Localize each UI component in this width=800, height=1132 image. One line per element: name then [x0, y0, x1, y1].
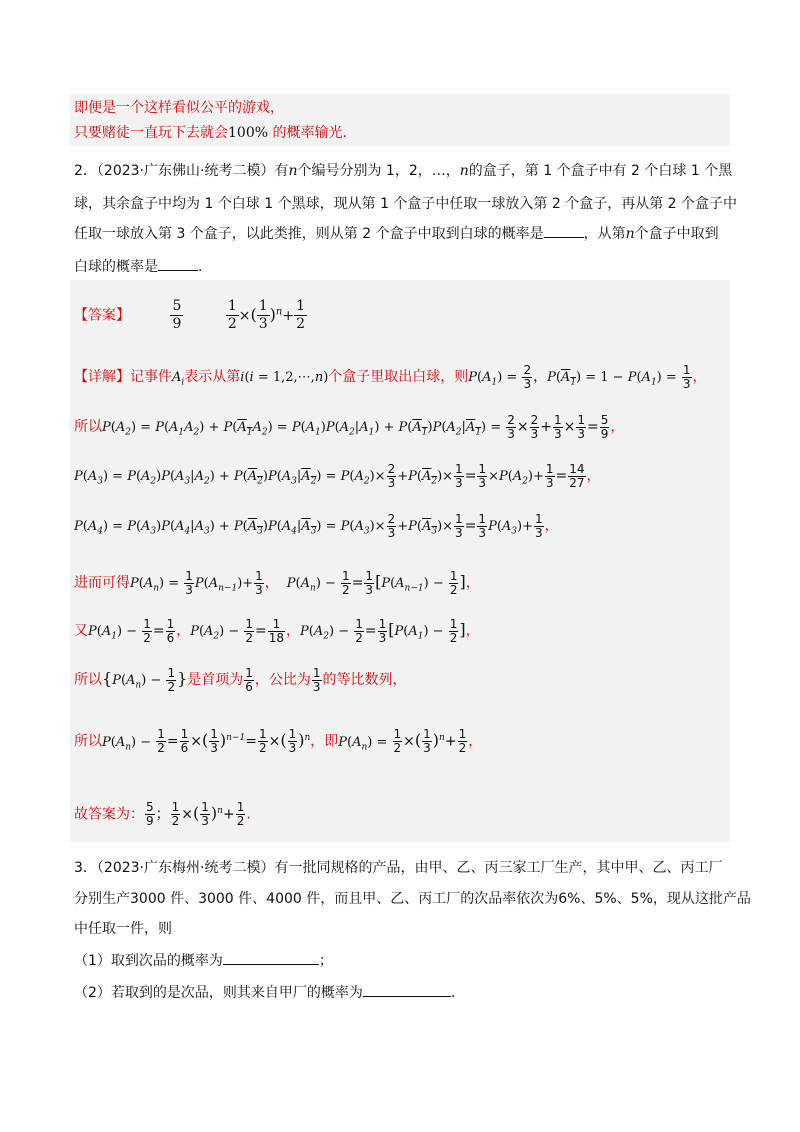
problem3-question-2: （2）若取到的是次品，则其来自甲厂的概率为 .	[74, 982, 455, 1003]
detail-line-also: 又$P(A_1)$ − $\frac{1}{2}$ = $\frac{1}{6}$ ，$P(A_2)$ − $\frac{1}{2}$ = $\frac{1}{18}$ ，$P(A_2)$ − $\frac{1}{2}$ = $\frac{1}{3}$ [$P(A_1)$ − $\frac{1}{2}$ ]，	[74, 616, 480, 645]
percent-value: 100%	[228, 125, 269, 141]
problem2-line-1: 2．（2023·广东佛山·统考二模）有n个编号分别为 1，2，…，n的盒子，第 1 个盒子中有 2 个白球 1 个黑	[74, 163, 733, 179]
problem2-line-4: 白球的概率是 .	[74, 256, 202, 277]
problem3-line-2: 分别生产3000 件、3000 件、4000 件，而且甲、乙、丙工厂的次品率依次为6%、5%、5%，现从这批产品	[74, 891, 751, 907]
detail-line-p2: 所以$P(A_2) = P(A_1A_2) + P(A_1A_2) = P(A_1)P(A_2|A_1) + P(A_1)P(A_2|A_1)$ = $\frac{2}{3}$ × $\frac{2}{3}$ + $\frac{1}{3}$ × $\frac{1}{3}$ = $\frac{5}{9}$ ，	[74, 412, 625, 441]
final-answer-line: 故答案为： $\frac{5}{9}$ ； $\frac{1}{2}$ ×( $\frac{1}{3}$ )$^n$+ $\frac{1}{2}$ .	[74, 800, 251, 829]
detail-line-sequence: 所以{$P(A_n)$ − $\frac{1}{2}$ }是首项为 $\frac{1}{6}$ ，公比为 $\frac{1}{3}$ 的等比数列，	[74, 665, 407, 694]
answer-blank-q2[interactable]	[363, 982, 451, 997]
note-line-1: 即便是一个这样看似公平的游戏，	[74, 100, 284, 116]
detail-line-recursion: 进而可得$P(A_n)$ = $\frac{1}{3}$ $P(A_{n-1})+$ $\frac{1}{3}$ ， $P(A_n)$ − $\frac{1}{2}$ = $\frac{1}{3}$ [$P(A_{n-1})$ − $\frac{1}{2}$ ]，	[74, 568, 480, 597]
answer-value-1: $\frac{5}{9}$	[172, 298, 182, 333]
answer-blank-q1[interactable]	[223, 950, 319, 965]
problem3-line-3: 中任取一件，则	[74, 921, 172, 937]
problem3-question-1: （1）取到次品的概率为 ；	[74, 950, 333, 971]
detail-line-general: 所以$P(A_n)$ − $\frac{1}{2}$ = $\frac{1}{6}$ ×( $\frac{1}{3}$ )$^{n-1}$= $\frac{1}{2}$ ×( $\frac{1}{3}$ )$^n$，即$P(A_n)$ = $\frac{1}{2}$ ×( $\frac{1}{3}$ )$^n$+ $\frac{1}{2}$ ，	[74, 727, 483, 756]
answer-blank-2[interactable]	[158, 256, 198, 271]
detail-intro: 【详解】记事件$A_i$表示从第i(i = 1,2,⋯,n)个盒子里取出白球，则$P(A_1)$ = $\frac{2}{3}$ ，$P(A_1) = 1 - P(A_1)$ = $\frac{1}{3}$ ，	[74, 362, 707, 391]
problem2-line-2: 球，其余盒子中均为 1 个白球 1 个黑球，现从第 1 个盒子中任取一球放入第 2 个盒子，再从第 2 个盒子中	[74, 196, 738, 212]
answer-label: 【答案】	[74, 307, 130, 324]
answer-value-2: $\frac{1}{2}$ ×( $\frac{1}{3}$ )$^n$+ $\frac{1}{2}$	[227, 298, 306, 333]
problem2-line-3: 任取一球放入第 3 个盒子，以此类推，则从第 2 个盒子中取到白球的概率是 ，从第n个盒子中取到	[74, 223, 719, 244]
detail-line-p3: $P(A_3) = P(A_2)P(A_3|A_2) + P(A_2)P(A_3|A_2) = P(A_2)\times$ $\frac{2}{3}$ $+P(A_2)\times$ $\frac{1}{3}$ = $\frac{1}{3}$ $\times P(A_2)+$ $\frac{1}{3}$ = $\frac{14}{27}$ ，	[74, 461, 601, 490]
problem3-line-1: 3．（2023·广东梅州·统考二模）有一批同规格的产品，由甲、乙、丙三家工厂生产，其中甲、乙、丙工厂	[74, 860, 723, 876]
answer-line	[74, 292, 307, 332]
detail-line-p4: $P(A_4) = P(A_3)P(A_4|A_3) + P(A_3)P(A_4|A_3) = P(A_3)\times$ $\frac{2}{3}$ $+P(A_3)\times$ $\frac{1}{3}$ = $\frac{1}{3}$ $P(A_3)+$ $\frac{1}{3}$ ，	[74, 511, 559, 540]
answer-blank-1[interactable]	[544, 223, 584, 238]
note-line-2: 只要赌徒一直玩下去就会100% 的概率输光.	[74, 125, 347, 141]
